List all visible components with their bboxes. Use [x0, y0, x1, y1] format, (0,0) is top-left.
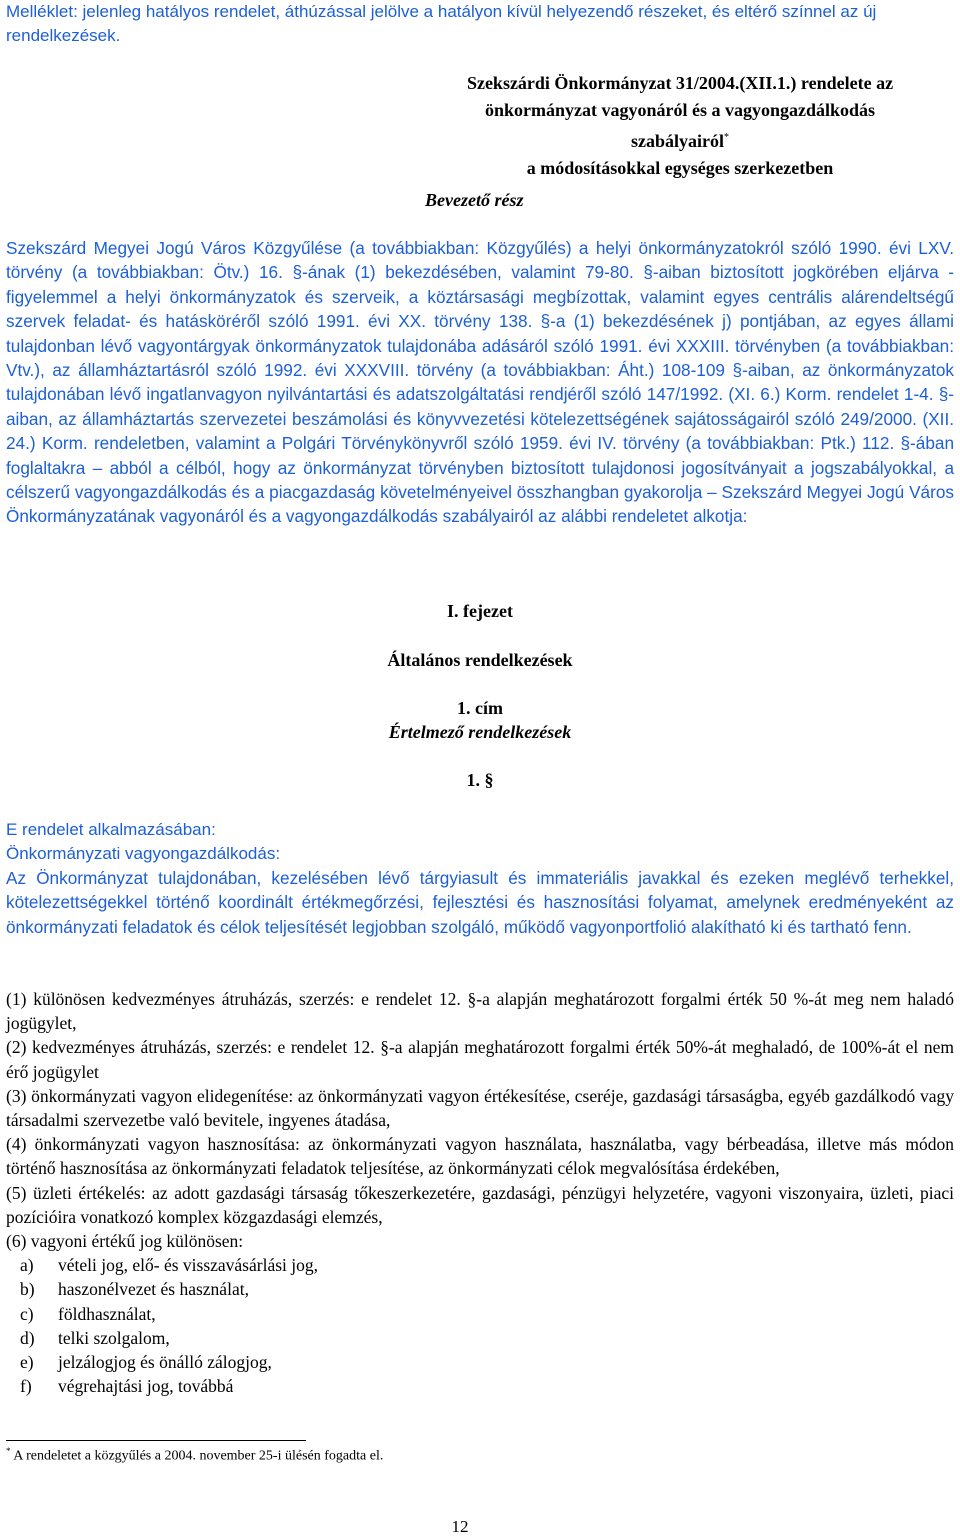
sub-item-text: vételi jog, elő- és visszavásárlási jog,: [58, 1255, 318, 1276]
definition-list: [6, 987, 954, 1398]
sub-item-label: f): [20, 1376, 32, 1397]
sub-list-item: [6, 1277, 954, 1301]
sub-list-item: [6, 1253, 954, 1277]
title-line-1: Szekszárdi Önkormányzat 31/2004.(XII.1.) rendelete az: [466, 73, 894, 93]
sub-item-text: haszonélvezet és használat,: [58, 1279, 249, 1300]
sub-item-text: földhasználat,: [58, 1303, 156, 1324]
section-title: Értelmező rendelkezések: [388, 722, 572, 742]
sub-list-item: [6, 1350, 954, 1374]
list-item: (3) önkormányzati vagyon elidegenítése: az önkormányzati vagyon értékesítése, cseréje, gazdasági társaságba, egyéb gazdálkodó vagy társadalmi szervezetbe való bevitele, ingyenes átadása,: [6, 1085, 954, 1131]
footnote-separator: [6, 1440, 306, 1441]
footnote: [6, 1446, 383, 1465]
sub-list-item: [6, 1302, 954, 1326]
sub-item-text: végrehajtási jog, továbbá: [58, 1376, 234, 1397]
intro-paragraph: Szekszárd Megyei Jogú Város Közgyűlése (a továbbiakban: Közgyűlés) a helyi önkormányzatokról szóló 1990. évi LXV. törvény (a továbbiakban: Ötv.) 16. §-ának (1) bekezdésében, valamint 79-80. §-aiban biztosított jogkörében eljárva - figyelemmel a helyi önkormányzatok és szerveik, a köztársasági megbízottak, valamint egyes centrális alárendeltségű szervek feladat- és hatásköréről szóló 1991. évi XX. törvény 138. §-a (1) bekezdésének j) pontjában, az egyes állami tulajdonban lévő vagyontárgyak önkormányzatok tulajdonába adásáról szóló 1991. évi XXXIII. törvényben (a továbbiakban: Vtv.), az államháztartásról szóló 1992. évi XXXVIII. törvény (a továbbiakban: Áht.) 108-109 §-aiban, az önkormányzatok tulajdonában lévő ingatlanvagyon nyilvántartási és adatszolgáltatási rendjéről szóló 147/1992. (XI. 6.) Korm. rendelet 1-4. §-aiban, az államháztartás szervezetei beszámolási és könyvvezetési kötelezettségének sajátosságairól szóló 249/2000. (XII. 24.) Korm. rendeletben, valamint a Polgári Törvénykönyvről szóló 1959. évi IV. törvény (a továbbiakban: Ptk.) 112. §-ában foglaltakra – abból a célból, hogy az önkormányzat törvényben biztosított tulajdonosi jogosítványait a jogszabályokkal, a célszerű vagyongazdálkodás és a piacgazdaság követelményeivel összhangban gyakorolja – Szekszárd Megyei Jogú Város Önkormányzatának vagyonáról és a vagyongazdálkodás szabályairól az alábbi rendeletet alkotja:: [6, 238, 954, 527]
title-line-2: önkormányzat vagyonáról és a vagyongazdálkodás: [484, 100, 876, 120]
definition-text: Az Önkormányzat tulajdonában, kezelésében lévő tárgyiasult és immateriális javakkal és ezeken meglévő terhekkel, kötelezettségekkel történő koordinált értékmegőrzési, fejlesztési és hasznosítási folyamat, amelynek eredményeként az önkormányzati feladatok és célok teljesítését legjobban szolgáló, működő vagyonportfolió alakítható ki és tartható fenn.: [6, 868, 954, 937]
sub-list-item: [6, 1326, 954, 1350]
list-item: (1) különösen kedvezményes átruházás, szerzés: e rendelet 12. §-a alapján meghatározott forgalmi érték 50 %-át meg nem haladó jogügylet,: [6, 989, 954, 1034]
sub-item-label: c): [20, 1303, 34, 1324]
sub-item-label: a): [20, 1255, 34, 1276]
section-number: 1. cím: [457, 698, 503, 718]
paragraph-number: 1. §: [466, 770, 494, 790]
definition-term: Önkormányzati vagyongazdálkodás:: [6, 844, 281, 863]
footnote-star: *: [6, 1446, 11, 1456]
amendment-notice: Melléklet: jelenleg hatályos rendelet, áthúzással jelölve a hatályon kívül helyezendő részeket, és eltérő színnel az új rendelkezések.: [6, 2, 877, 45]
chapter-title: Általános rendelkezések: [387, 650, 573, 670]
sub-item-label: e): [20, 1352, 34, 1373]
list-item: (4) önkormányzati vagyon hasznosítása: az önkormányzati vagyon használata, használatba, vagy bérbeadása, illetve más módon történő hasznosítása az önkormányzati feladatok teljesítése, az önkormányzati célok megvalósítása érdekében,: [6, 1134, 954, 1179]
chapter-number: I. fejezet: [447, 601, 513, 621]
definition-intro: E rendelet alkalmazásában:: [6, 820, 216, 839]
document-title: [400, 70, 960, 182]
sub-list-item: [6, 1374, 954, 1398]
list-item: (5) üzleti értékelés: az adott gazdasági társaság tőkeszerkezetére, gazdasági, pénzügyi helyzetére, vagyoni viszonyaira, üzleti, piaci pozícióira vonatkozó komplex közgazdasági elemzés,: [6, 1182, 954, 1227]
footnote-marker[interactable]: *: [724, 132, 729, 143]
sub-item-label: d): [20, 1327, 35, 1348]
list-item: (2) kedvezményes átruházás, szerzés: e rendelet 12. §-a alapján meghatározott forgalmi érték 50%-át meghaladó, de 100%-át el nem érő jogügylet: [6, 1037, 954, 1082]
title-line-4: a módosításokkal egységes szerkezetben: [526, 158, 834, 178]
sub-item-text: telki szolgalom,: [58, 1327, 170, 1348]
footnote-text: A rendeletet a közgyűlés a 2004. november 25-i ülésén fogadta el.: [13, 1448, 384, 1464]
sub-item-text: jelzálogjog és önálló zálogjog,: [58, 1352, 272, 1373]
intro-heading: Bevezető rész: [425, 190, 524, 210]
title-line-3: szabályairól*: [631, 131, 729, 151]
list-item: (6) vagyoni értékű jog különösen:: [6, 1231, 244, 1252]
sub-item-label: b): [20, 1279, 35, 1300]
page-number: 12: [451, 1517, 469, 1536]
